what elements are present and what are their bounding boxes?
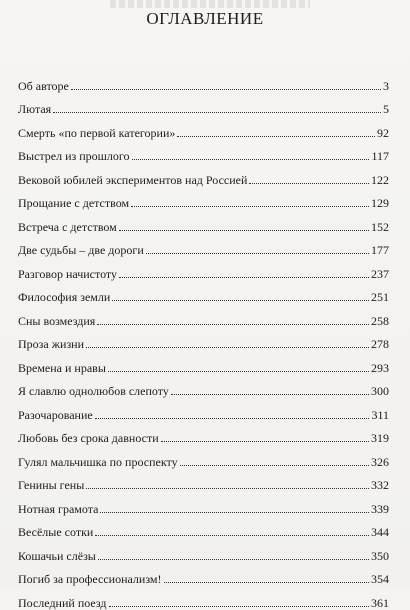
toc-entry-title: Я славлю однолюбов слепоту <box>18 384 169 398</box>
page-title: ОГЛАВЛЕНИЕ <box>146 9 264 28</box>
toc-entry-page-number: 332 <box>371 478 389 492</box>
toc-entry-page-number: 350 <box>371 548 389 563</box>
toc-entry-title: Смерть «по первой категории» <box>18 125 176 140</box>
toc-entry-page-number: 258 <box>371 313 389 328</box>
toc-entry-page-number: 339 <box>371 501 389 516</box>
dot-leader <box>131 206 369 207</box>
dot-leader <box>95 535 369 536</box>
toc-entry <box>18 163 389 187</box>
toc-entry-page-number: 5 <box>383 102 389 116</box>
toc-entry-title: Нотная грамота <box>18 501 99 516</box>
toc-entry-title: Лютая <box>18 102 52 116</box>
dot-leader <box>171 394 369 395</box>
show-through-text <box>110 0 310 8</box>
dot-leader <box>112 300 369 301</box>
toc-entry-title: Разговор начистоту <box>18 266 118 281</box>
dot-leader <box>161 441 369 442</box>
toc-entry-title: Философия земли <box>18 290 111 304</box>
toc-entry-title: Любовь без срока давности <box>18 431 159 445</box>
toc-entry <box>18 187 389 211</box>
toc-entry <box>18 281 389 305</box>
toc-entry-page-number: 293 <box>371 360 389 375</box>
toc-entry-title: Сны возмездия <box>18 313 96 328</box>
dot-leader <box>95 418 370 419</box>
toc-entry <box>18 422 389 446</box>
toc-entry-page-number: 361 <box>371 595 389 610</box>
dot-leader <box>53 112 381 113</box>
toc-entry-title: Вековой юбилей экспериментов над Россией <box>18 172 248 187</box>
toc-entry <box>18 539 389 563</box>
toc-entry-page-number: 122 <box>371 172 389 187</box>
toc-entry <box>18 375 389 399</box>
toc-entry-page-number: 129 <box>371 196 389 210</box>
toc-entry-page-number: 326 <box>371 454 389 469</box>
toc-entry-title: Встреча с детством <box>18 219 117 234</box>
toc-entry <box>18 445 389 469</box>
toc-entry <box>18 116 389 140</box>
dot-leader <box>86 347 369 348</box>
toc-entry <box>18 93 389 117</box>
dot-leader <box>249 183 369 184</box>
dot-leader <box>86 488 369 489</box>
table-of-contents <box>18 69 389 610</box>
toc-entry <box>18 516 389 540</box>
toc-entry-title: Гулял мальчишка по проспекту <box>18 454 178 469</box>
toc-entry-title: Весёлые сотки <box>18 525 94 539</box>
dot-leader <box>177 136 375 137</box>
toc-entry <box>18 234 389 258</box>
toc-entry-title: Погиб за профессионализм! <box>18 572 162 586</box>
toc-entry-title: Две судьбы – две дороги <box>18 243 144 257</box>
toc-entry <box>18 257 389 281</box>
toc-entry-title: Времена и нравы <box>18 360 106 375</box>
toc-entry <box>18 586 389 610</box>
dot-leader <box>100 512 369 513</box>
toc-entry-title: Генины гены <box>18 478 85 492</box>
toc-entry <box>18 328 389 352</box>
dot-leader <box>119 230 369 231</box>
dot-leader <box>119 277 369 278</box>
toc-entry-page-number: 278 <box>371 337 389 351</box>
dot-leader <box>97 324 369 325</box>
dot-leader <box>98 559 369 560</box>
toc-entry <box>18 563 389 587</box>
toc-entry-page-number: 237 <box>371 266 389 281</box>
toc-entry-page-number: 117 <box>371 149 389 163</box>
dot-leader <box>146 253 369 254</box>
toc-entry-title: Прощание с детством <box>18 196 130 210</box>
toc-entry <box>18 351 389 375</box>
toc-entry <box>18 210 389 234</box>
dot-leader <box>180 465 369 466</box>
toc-entry-title: Об авторе <box>18 78 69 93</box>
toc-entry-page-number: 92 <box>377 125 389 140</box>
toc-entry-title: Проза жизни <box>18 337 85 351</box>
toc-entry-title: Выстрел из прошлого <box>18 149 130 163</box>
dot-leader <box>71 89 381 90</box>
toc-entry-title: Разочарование <box>18 407 93 422</box>
dot-leader <box>109 606 370 607</box>
dot-leader <box>164 582 369 583</box>
toc-entry-title: Кошачьи слёзы <box>18 548 96 563</box>
toc-entry <box>18 140 389 164</box>
toc-entry-page-number: 344 <box>371 525 389 539</box>
toc-entry-page-number: 319 <box>371 431 389 445</box>
toc-entry-page-number: 177 <box>371 243 389 257</box>
toc-entry <box>18 469 389 493</box>
toc-entry-page-number: 300 <box>371 384 389 398</box>
toc-entry-title: Последний поезд <box>18 595 107 610</box>
dot-leader <box>108 371 369 372</box>
toc-entry <box>18 398 389 422</box>
toc-entry-page-number: 152 <box>371 219 389 234</box>
toc-entry-page-number: 354 <box>371 572 389 586</box>
toc-entry-page-number: 3 <box>383 78 389 93</box>
toc-entry-page-number: 311 <box>371 407 389 422</box>
toc-entry <box>18 304 389 328</box>
dot-leader <box>132 159 370 160</box>
toc-entry-page-number: 251 <box>371 290 389 304</box>
toc-entry <box>18 492 389 516</box>
toc-entry <box>18 69 389 93</box>
